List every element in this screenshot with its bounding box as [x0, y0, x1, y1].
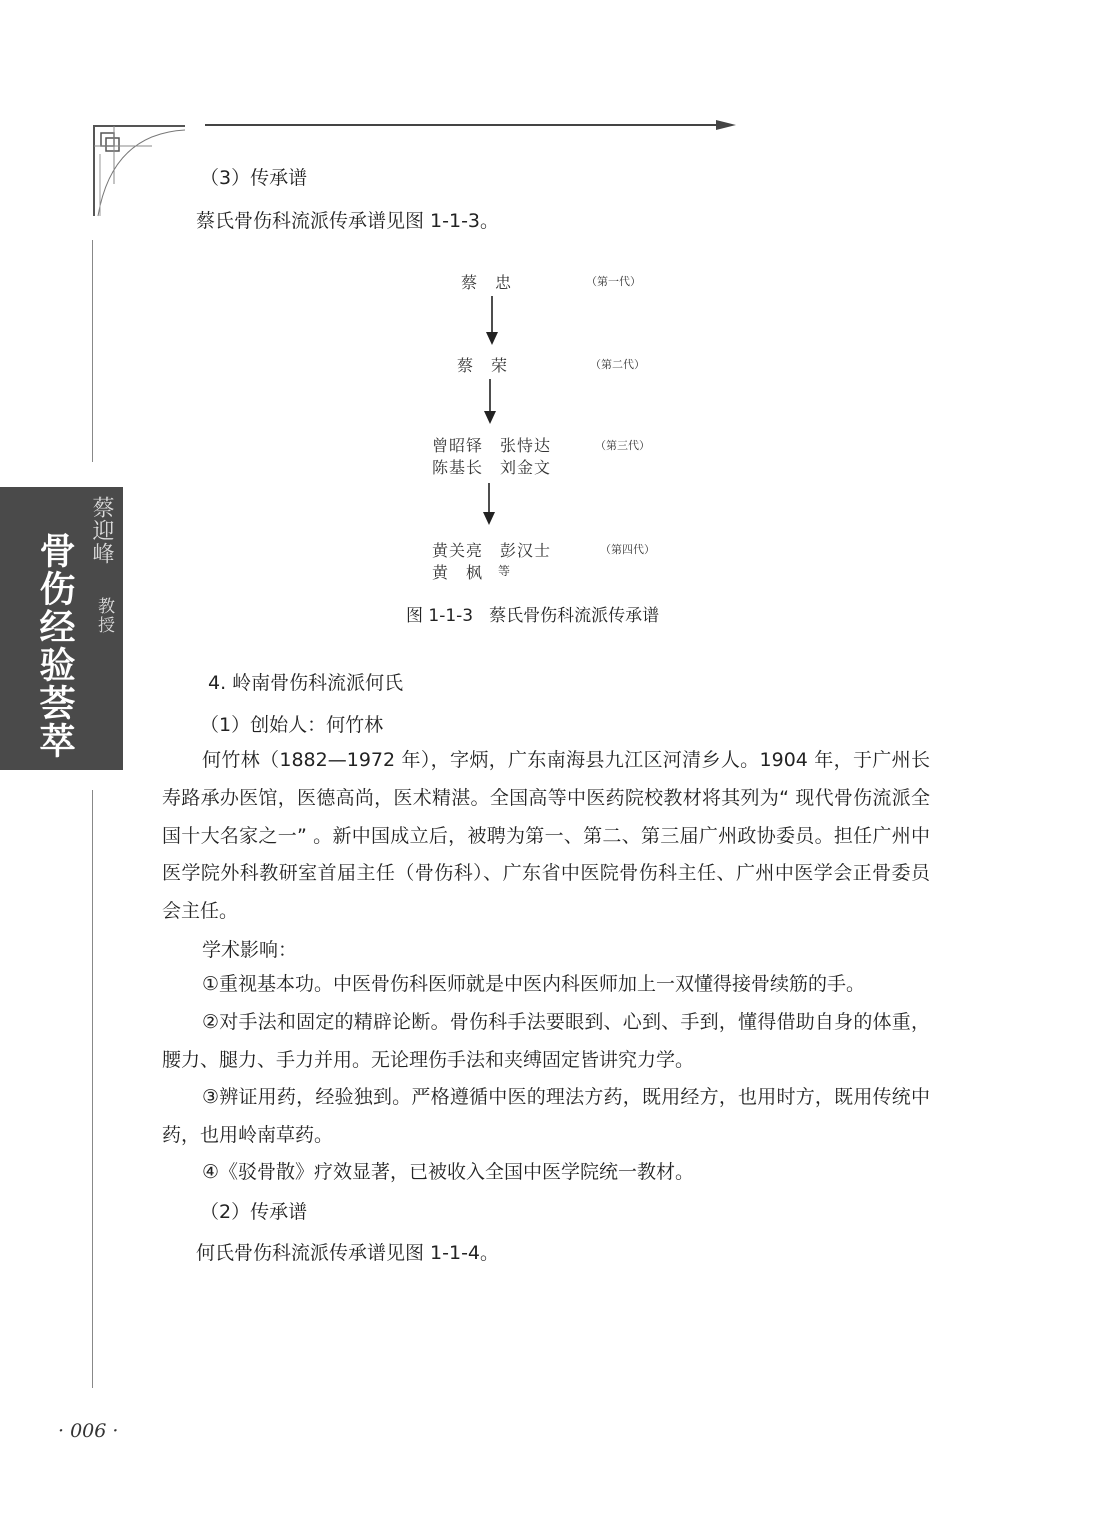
subheading-founder: （1）创始人：何竹林	[200, 714, 384, 736]
header-rule-tip	[716, 120, 736, 130]
gen1-name: 蔡 忠	[461, 273, 513, 292]
section-heading-inheritance: （3）传承谱	[200, 167, 308, 189]
arrow-down-icon	[484, 379, 496, 425]
subheading-inheritance: （2）传承谱	[200, 1201, 308, 1223]
side-author-name: 蔡迎峰	[89, 496, 114, 565]
gen3-names-line2: 陈基长 刘金文	[432, 458, 552, 477]
figure-caption-text: 蔡氏骨伤科流派传承谱	[489, 606, 660, 626]
corner-ornament-icon	[92, 124, 187, 219]
gen2-name: 蔡 荣	[457, 356, 509, 375]
section-text-figure-ref-2: 何氏骨伤科流派传承谱见图 1-1-4。	[196, 1242, 500, 1264]
influence-item-1: ①重视基本功。中医骨伤科医师就是中医内科医师加上一双懂得接骨续筋的手。	[202, 973, 866, 995]
gen4-label: （第四代）	[600, 543, 655, 556]
influence-item-4: ④《驳骨散》疗效显著，已被收入全国中医学院统一教材。	[202, 1161, 695, 1183]
gen4-names-line1: 黄关亮 彭汉士	[432, 541, 552, 560]
gen3-names-line1: 曾昭铎 张恃达	[432, 436, 552, 455]
academic-influence-label: 学术影响：	[202, 939, 298, 961]
section-text-figure-ref: 蔡氏骨伤科流派传承谱见图 1-1-3。	[196, 210, 500, 232]
gen2-label: （第二代）	[590, 358, 645, 371]
header-rule	[205, 124, 725, 126]
gen1-label: （第一代）	[586, 275, 641, 288]
left-margin-rule-lower	[92, 790, 93, 1388]
founder-biography: 何竹林（1882—1972 年），字炳，广东南海县九江区河清乡人。1904 年，于广州长寿路承办医馆，医德高尚，医术精湛。全国高等中医药院校教材将其列为“ 现代骨伤流派全国十大名家之一” 。新中国成立后，被聘为第一、第二、第三届广州政协委员。担任广州中医学院外科教研室首届主任（骨伤科）、广东省中医院骨伤科主任、广州中医学会正骨委员会主任。	[162, 749, 930, 923]
section-heading-he-school: 4. 岭南骨伤科流派何氏	[208, 672, 404, 694]
arrow-down-icon	[483, 483, 495, 526]
arrow-down-icon	[486, 296, 498, 346]
left-margin-rule-upper	[92, 240, 93, 462]
page-number: · 006 ·	[58, 1420, 119, 1442]
figure-caption-number: 图 1-1-3	[406, 606, 474, 626]
figure-caption	[406, 601, 659, 626]
side-author-role: 教授	[94, 597, 114, 635]
side-book-title: 骨伤经验荟萃	[34, 532, 76, 760]
gen3-label: （第三代）	[595, 439, 650, 452]
influence-item-3: ③辨证用药，经验独到。严格遵循中医的理法方药，既用经方，也用时方，既用传统中药，也用岭南草药。	[162, 1086, 930, 1146]
gen4-names-line2: 黄 枫	[432, 563, 484, 582]
influence-item-2: ②对手法和固定的精辟论断。骨伤科手法要眼到、心到、手到，懂得借助自身的体重，腰力、腿力、手力并用。无论理伤手法和夹缚固定皆讲究力学。	[162, 1011, 930, 1071]
gen4-etc: 等	[498, 564, 511, 578]
